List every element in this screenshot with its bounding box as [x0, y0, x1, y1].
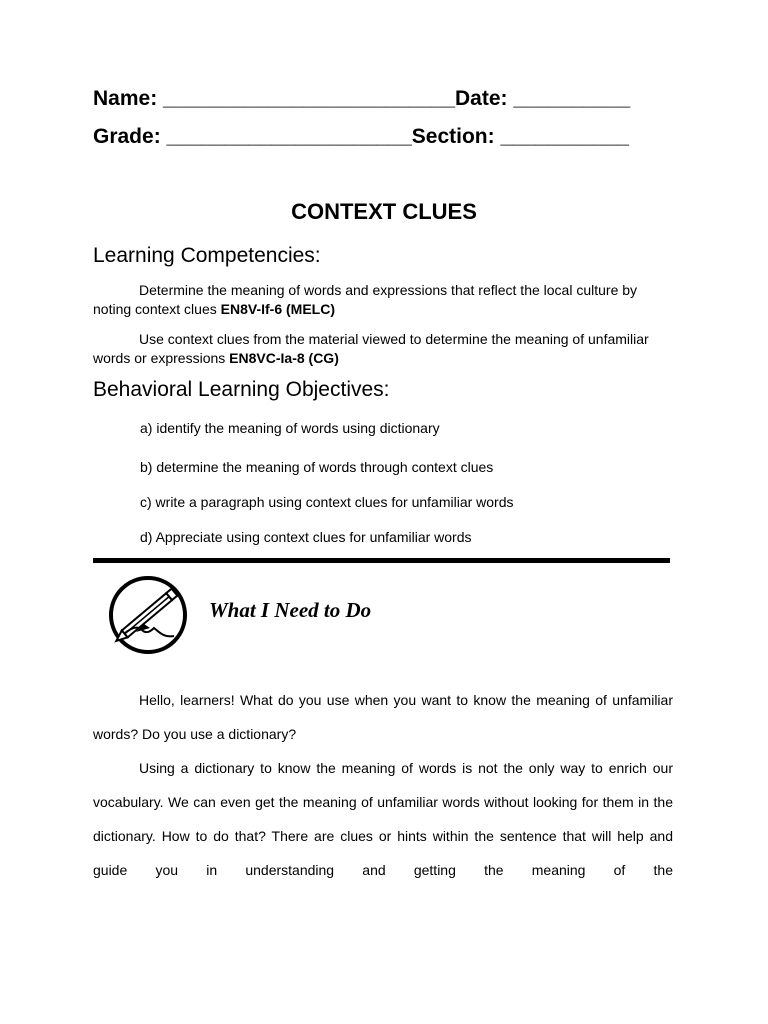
- behavioral-objectives-heading: Behavioral Learning Objectives:: [93, 378, 390, 401]
- competency-text: Determine the meaning of words and expressions that reflect the local culture by noting context clues: [93, 282, 638, 317]
- section-title: What I Need to Do: [209, 598, 372, 622]
- competency-code: EN8V-If-6 (MELC): [220, 301, 335, 317]
- pencil-writing-icon: [104, 572, 196, 656]
- body-paragraph: Using a dictionary to know the meaning of words is not the only way to enrich our vocabulary. We can even get the meaning of unfamiliar words without looking for them in the dictionary. How to do that? There are clues or hints within the sentence that will help and guide you in understanding and getting the meaning of the: [93, 760, 673, 878]
- competency-item: [93, 330, 675, 368]
- competency-item: [93, 281, 675, 319]
- objective-item: c) write a paragraph using context clues for unfamiliar words: [140, 494, 514, 510]
- name-date-line: Name: _________________________Date: __________: [93, 87, 631, 110]
- section-divider: [93, 558, 670, 563]
- objective-item: d) Appreciate using context clues for unfamiliar words: [140, 529, 472, 545]
- objective-item: b) determine the meaning of words through context clues: [140, 459, 494, 475]
- competency-text: Use context clues from the material viewed to determine the meaning of unfamiliar words or expressions: [93, 331, 649, 366]
- competency-code: EN8VC-Ia-8 (CG): [229, 350, 339, 366]
- learning-competencies-heading: Learning Competencies:: [93, 244, 321, 267]
- body-paragraph: Hello, learners! What do you use when you want to know the meaning of unfamiliar words? Do you use a dictionary?: [93, 692, 673, 742]
- grade-section-line: Grade: _____________________Section: ___________: [93, 125, 629, 148]
- page-title: CONTEXT CLUES: [291, 199, 477, 224]
- objective-item: a) identify the meaning of words using dictionary: [140, 420, 440, 436]
